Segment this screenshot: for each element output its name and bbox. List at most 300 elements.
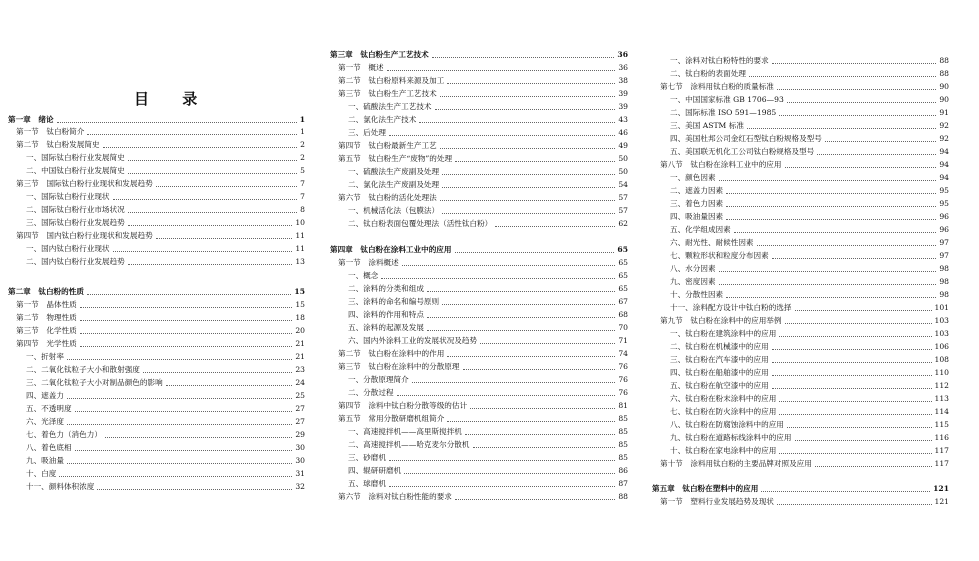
toc-page-number: 91 <box>939 108 949 117</box>
dot-leader <box>470 408 615 409</box>
toc-entry-title: 第十节 涂料用钛白粉的主要品牌对照及应用 <box>660 459 812 468</box>
toc-page-number: 85 <box>618 440 628 449</box>
toc-entry-title: 一、涂料对钛白粉特性的要求 <box>670 56 769 65</box>
toc-page-number: 24 <box>295 378 305 387</box>
toc-entry-title: 一、国际钛白粉行业发展简史 <box>26 153 125 162</box>
toc-entry-title: 十一、颜料体积浓度 <box>26 482 95 491</box>
toc-page-number: 7 <box>300 179 305 188</box>
dot-leader <box>779 115 936 116</box>
dot-leader <box>480 343 615 344</box>
toc-entry <box>670 341 949 353</box>
toc-entry-title: 十、分散性因素 <box>670 290 724 299</box>
toc-entry <box>660 458 949 470</box>
dot-leader <box>761 491 930 492</box>
dot-leader <box>404 473 615 474</box>
toc-page-number: 95 <box>939 186 949 195</box>
toc-entry <box>670 406 949 418</box>
toc-page-number: 31 <box>295 469 305 478</box>
toc-entry <box>338 88 628 100</box>
toc-page-number: 65 <box>618 271 628 280</box>
toc-entry-title: 七、着色力（消色力） <box>26 430 102 439</box>
toc-entry-title: 第二节 钛白粉发展简史 <box>16 140 100 149</box>
toc-entry <box>670 289 949 301</box>
toc-page-number: 96 <box>939 212 949 221</box>
toc-entry <box>338 192 628 204</box>
toc-entry-title: 三、后处理 <box>348 128 386 137</box>
toc-page-number: 106 <box>934 342 949 351</box>
toc-entry <box>348 465 628 477</box>
toc-page-number: 49 <box>618 141 628 150</box>
dot-leader <box>787 427 932 428</box>
toc-entry <box>660 496 949 508</box>
dot-leader <box>447 356 615 357</box>
toc-page-number: 92 <box>939 121 949 130</box>
toc-entry <box>338 361 628 373</box>
toc-page-number: 25 <box>295 391 305 400</box>
toc-page-number: 108 <box>934 355 949 364</box>
toc-page-number: 21 <box>295 339 305 348</box>
toc-page-number: 110 <box>934 368 949 377</box>
toc-entry-title: 四、美国杜邦公司金红石型钛白粉规格及型号 <box>670 134 822 143</box>
toc-page-number: 11 <box>295 244 305 253</box>
toc-entry-title: 七、颗粒形状和粒度分布因素 <box>670 251 769 260</box>
dot-leader <box>87 294 291 295</box>
toc-entry <box>670 146 949 158</box>
toc-page-number: 18 <box>295 313 305 322</box>
dot-leader <box>67 424 292 425</box>
dot-leader <box>156 186 297 187</box>
toc-entry-title: 第二节 钛白粉在涂料中的作用 <box>338 349 445 358</box>
toc-entry-title: 第六节 钛白粉的活化处理法 <box>338 193 437 202</box>
toc-entry-title: 第三节 国际钛白粉行业现状和发展趋势 <box>16 179 153 188</box>
toc-entry <box>670 68 949 80</box>
toc-page-number: 39 <box>618 89 628 98</box>
toc-page-number: 98 <box>939 277 949 286</box>
toc-entry-title: 六、国内外涂料工业的发展状况及趋势 <box>348 336 478 345</box>
dot-leader <box>67 398 292 399</box>
dot-leader <box>455 252 615 253</box>
toc-entry-title: 第一节 晶体性质 <box>16 300 77 309</box>
toc-entry-title: 第四节 光学性质 <box>16 339 77 348</box>
toc-entry <box>660 315 949 327</box>
dot-leader <box>772 258 937 259</box>
toc-page-number: 117 <box>934 446 949 455</box>
toc-entry-title: 第五节 常用分散研磨机组简介 <box>338 414 445 423</box>
toc-entry <box>348 218 628 230</box>
toc-entry <box>670 94 949 106</box>
toc-entry <box>26 416 305 428</box>
dot-leader <box>772 388 932 389</box>
dot-leader <box>772 349 932 350</box>
toc-page-number: 13 <box>295 257 305 266</box>
toc-entry <box>670 263 949 275</box>
dot-leader <box>389 135 615 136</box>
toc-page-number: 1 <box>300 127 305 136</box>
toc-entry <box>16 299 305 311</box>
toc-entry <box>26 468 305 480</box>
toc-entry-title: 一、中国国家标准 GB 1706—93 <box>670 95 784 104</box>
dot-leader <box>113 199 298 200</box>
toc-entry-title: 第六节 涂料对钛白粉性能的要求 <box>338 492 452 501</box>
toc-entry <box>348 127 628 139</box>
dot-leader <box>772 362 932 363</box>
toc-entry <box>670 250 949 262</box>
dot-leader <box>389 460 615 461</box>
toc-entry <box>16 139 305 151</box>
dot-leader <box>447 421 615 422</box>
toc-page-number: 90 <box>939 82 949 91</box>
dot-leader <box>817 154 936 155</box>
toc-page-number: 98 <box>939 264 949 273</box>
toc-entry-title: 七、钛白粉在防火涂料中的应用 <box>670 407 777 416</box>
toc-entry-title: 第四节 涂料中钛白粉分散等级的估计 <box>338 401 468 410</box>
toc-entry <box>338 348 628 360</box>
toc-entry <box>348 452 628 464</box>
toc-page-number: 74 <box>618 349 628 358</box>
toc-chapter-entry <box>330 49 628 61</box>
toc-entry <box>670 276 949 288</box>
toc-page-number: 88 <box>939 56 949 65</box>
toc-entry-title: 二、国际钛白粉行业市场状况 <box>26 205 125 214</box>
dot-leader <box>719 271 937 272</box>
toc-page-number: 62 <box>618 219 628 228</box>
dot-leader <box>815 466 932 467</box>
dot-leader <box>143 372 292 373</box>
toc-page-number: 29 <box>295 430 305 439</box>
dot-leader <box>779 401 931 402</box>
toc-entry-title: 四、遮盖力 <box>26 391 64 400</box>
dot-leader <box>777 89 936 90</box>
toc-page-number: 2 <box>300 140 305 149</box>
toc-entry-title: 九、钛白粉在道路标线涂料中的应用 <box>670 433 792 442</box>
toc-page-number: 15 <box>295 300 305 309</box>
toc-entry-title: 四、涂料的作用和特点 <box>348 310 424 319</box>
toc-entry-title: 八、水分因素 <box>670 264 716 273</box>
toc-entry <box>338 491 628 503</box>
toc-page-number: 114 <box>934 407 949 416</box>
dot-leader <box>402 265 616 266</box>
toc-chapter-entry <box>652 483 949 495</box>
toc-page-number: 76 <box>618 388 628 397</box>
toc-entry-title: 二、高速搅拌机——哈克麦尔分散机 <box>348 440 470 449</box>
toc-entry-title: 四、钛白粉在船舶漆中的应用 <box>670 368 769 377</box>
toc-page-number: 81 <box>618 401 628 410</box>
toc-entry <box>16 178 305 190</box>
toc-page-number: 7 <box>300 192 305 201</box>
toc-entry-title: 九、吸油量 <box>26 456 64 465</box>
dot-leader <box>719 180 937 181</box>
dot-leader <box>785 323 932 324</box>
toc-page-number: 39 <box>618 102 628 111</box>
toc-entry-title: 一、国内钛白粉行业现状 <box>26 244 110 253</box>
dot-leader <box>440 148 616 149</box>
toc-entry <box>26 217 305 229</box>
toc-entry <box>26 152 305 164</box>
dot-leader <box>747 128 936 129</box>
toc-page-number: 112 <box>934 381 949 390</box>
toc-page-number: 67 <box>618 297 628 306</box>
dot-leader <box>432 57 615 58</box>
dot-leader <box>442 213 615 214</box>
toc-page-number: 8 <box>300 205 305 214</box>
dot-leader <box>447 83 615 84</box>
toc-entry-title: 一、钛白粉在建筑涂料中的应用 <box>670 329 777 338</box>
toc-entry-title: 二、国际标准 ISO 591—1985 <box>670 108 777 117</box>
toc-page-number: 23 <box>295 365 305 374</box>
dot-leader <box>113 251 293 252</box>
toc-page-number: 85 <box>618 453 628 462</box>
toc-page-number: 98 <box>939 290 949 299</box>
toc-entry-title: 三、国际钛白粉行业发展趋势 <box>26 218 125 227</box>
toc-entry <box>670 133 949 145</box>
toc-page-number: 88 <box>939 69 949 78</box>
toc-entry <box>26 204 305 216</box>
toc-entry <box>348 296 628 308</box>
toc-page-number: 85 <box>618 427 628 436</box>
toc-chapter-entry <box>8 114 305 126</box>
toc-page-number: 32 <box>295 482 305 491</box>
toc-page-number: 43 <box>618 115 628 124</box>
dot-leader <box>427 317 615 318</box>
dot-leader <box>128 173 297 174</box>
dot-leader <box>785 167 937 168</box>
toc-entry <box>26 429 305 441</box>
toc-entry <box>348 101 628 113</box>
toc-entry-title: 第七节 涂料用钛白粉的质量标准 <box>660 82 774 91</box>
toc-entry-title: 十、钛白粉在家电涂料中的应用 <box>670 446 777 455</box>
toc-page-number: 97 <box>939 238 949 247</box>
toc-entry <box>26 377 305 389</box>
toc-entry-title: 一、硫酸法生产废副及处理 <box>348 167 440 176</box>
dot-leader <box>389 486 615 487</box>
dot-leader <box>381 278 615 279</box>
toc-entry <box>670 354 949 366</box>
toc-entry-title: 三、砂磨机 <box>348 453 386 462</box>
dot-leader <box>726 193 936 194</box>
dot-leader <box>749 76 936 77</box>
dot-leader <box>80 333 293 334</box>
toc-entry-title: 一、硫酸法生产工艺技术 <box>348 102 432 111</box>
toc-page-number: 95 <box>939 199 949 208</box>
toc-entry <box>670 211 949 223</box>
dot-leader <box>825 141 936 142</box>
toc-page-number: 113 <box>934 394 949 403</box>
dot-leader <box>427 291 615 292</box>
toc-entry <box>348 322 628 334</box>
toc-page-number: 121 <box>934 497 949 506</box>
toc-entry-title: 三、二氧化钛粒子大小对制品颜色的影响 <box>26 378 163 387</box>
toc-page-number: 21 <box>295 352 305 361</box>
dot-leader <box>87 134 297 135</box>
dot-leader <box>726 219 936 220</box>
toc-entry <box>670 445 949 457</box>
toc-entry-title: 八、钛白粉在防腐蚀涂料中的应用 <box>670 420 784 429</box>
dot-leader <box>80 307 293 308</box>
toc-entry-title: 二、二氧化钛粒子大小和散射强度 <box>26 365 140 374</box>
toc-entry-title: 八、着色底相 <box>26 443 72 452</box>
dot-leader <box>435 109 616 110</box>
toc-entry <box>670 198 949 210</box>
toc-page-number: 10 <box>295 218 305 227</box>
dot-leader <box>455 161 615 162</box>
dot-leader <box>440 96 616 97</box>
toc-entry-title: 一、折射率 <box>26 352 64 361</box>
toc-entry-title: 十一、涂料配方设计中钛白粉的选择 <box>670 303 792 312</box>
toc-entry <box>26 351 305 363</box>
toc-page-number: 94 <box>939 147 949 156</box>
dot-leader <box>495 226 615 227</box>
toc-page-number: 115 <box>934 420 949 429</box>
toc-entry-title: 第二节 钛白粉原料来源及加工 <box>338 76 445 85</box>
dot-leader <box>777 504 932 505</box>
dot-leader <box>726 297 936 298</box>
toc-entry <box>348 439 628 451</box>
toc-entry <box>670 367 949 379</box>
toc-page-number: 85 <box>618 414 628 423</box>
toc-page-number: 57 <box>618 206 628 215</box>
toc-entry <box>348 478 628 490</box>
toc-entry <box>26 390 305 402</box>
toc-page-number: 65 <box>618 284 628 293</box>
toc-entry <box>660 159 949 171</box>
toc-entry <box>338 257 628 269</box>
toc-page-number: 101 <box>934 303 949 312</box>
toc-entry-title: 一、高速搅拌机——高里斯搅拌机 <box>348 427 462 436</box>
toc-entry-title: 六、钛白粉在粉末涂料中的应用 <box>670 394 777 403</box>
toc-entry <box>16 325 305 337</box>
toc-entry-title: 第五章 钛白粉在塑料中的应用 <box>652 484 759 493</box>
toc-entry <box>26 481 305 493</box>
toc-entry-title: 六、光泽度 <box>26 417 64 426</box>
toc-entry <box>670 302 949 314</box>
toc-entry <box>348 387 628 399</box>
toc-page-number: 92 <box>939 134 949 143</box>
dot-leader <box>419 122 615 123</box>
dot-leader <box>75 450 293 451</box>
toc-entry-title: 四、辊研研磨机 <box>348 466 402 475</box>
toc-entry <box>670 432 949 444</box>
toc-entry <box>660 81 949 93</box>
dot-leader <box>80 320 293 321</box>
toc-entry-title: 一、机械活化法（包膜法） <box>348 206 440 215</box>
dot-leader <box>779 336 931 337</box>
toc-entry-title: 第五节 钛白粉生产“废物”的处理 <box>338 154 453 163</box>
toc-page-number: 46 <box>618 128 628 137</box>
toc-entry-title: 五、涂料的起源及发展 <box>348 323 424 332</box>
toc-entry <box>348 270 628 282</box>
toc-entry-title: 第一节 涂料概述 <box>338 258 399 267</box>
toc-entry <box>670 380 949 392</box>
toc-entry-title: 第二章 钛白粉的性质 <box>8 287 84 296</box>
toc-entry-title: 五、钛白粉在航空漆中的应用 <box>670 381 769 390</box>
toc-entry <box>338 62 628 74</box>
toc-page-number: 50 <box>618 154 628 163</box>
toc-entry <box>670 393 949 405</box>
toc-entry-title: 第二节 物理性质 <box>16 313 77 322</box>
dot-leader <box>397 395 616 396</box>
toc-page-number: 36 <box>617 50 628 59</box>
toc-entry-title: 二、氯化法生产废副及处理 <box>348 180 440 189</box>
toc-entry <box>16 338 305 350</box>
dot-leader <box>67 463 292 464</box>
dot-leader <box>719 284 937 285</box>
toc-page-number: 97 <box>939 251 949 260</box>
toc-entry-title: 第八节 钛白粉在涂料工业中的应用 <box>660 160 782 169</box>
toc-page-number: 2 <box>300 153 305 162</box>
dot-leader <box>75 411 293 412</box>
toc-page-number: 30 <box>295 443 305 452</box>
toc-page-number: 94 <box>939 160 949 169</box>
dot-leader <box>795 310 932 311</box>
dot-leader <box>128 264 293 265</box>
toc-page-number: 15 <box>294 287 305 296</box>
toc-page-number: 20 <box>295 326 305 335</box>
toc-page-number: 65 <box>617 245 628 254</box>
toc-chapter-entry <box>8 286 305 298</box>
toc-entry-title: 第三节 钛白粉在涂料中的分散原理 <box>338 362 460 371</box>
toc-entry <box>348 179 628 191</box>
toc-page-number: 1 <box>299 115 305 124</box>
toc-entry <box>16 230 305 242</box>
toc-entry <box>670 107 949 119</box>
toc-entry <box>348 166 628 178</box>
toc-title: 目 录 <box>134 90 212 108</box>
toc-entry <box>348 283 628 295</box>
toc-entry-title: 二、钛白粉的表面处理 <box>670 69 746 78</box>
toc-entry-title: 第一节 钛白粉简介 <box>16 127 85 136</box>
toc-entry <box>348 205 628 217</box>
toc-entry <box>26 455 305 467</box>
toc-entry <box>670 185 949 197</box>
toc-entry-title: 第九节 钛白粉在涂料中的应用举例 <box>660 316 782 325</box>
toc-entry-title: 九、密度因素 <box>670 277 716 286</box>
toc-entry <box>348 426 628 438</box>
toc-entry-title: 一、颜色因素 <box>670 173 716 182</box>
toc-entry-title: 第三章 钛白粉生产工艺技术 <box>330 50 429 59</box>
toc-entry <box>338 75 628 87</box>
toc-page-number: 86 <box>618 466 628 475</box>
toc-entry-title: 三、钛白粉在汽车漆中的应用 <box>670 355 769 364</box>
toc-page-number: 117 <box>934 459 949 468</box>
dot-leader <box>442 174 615 175</box>
dot-leader <box>442 304 615 305</box>
toc-page-number: 68 <box>618 310 628 319</box>
toc-entry <box>348 114 628 126</box>
toc-entry <box>26 403 305 415</box>
toc-entry-title: 一、国际钛白粉行业现状 <box>26 192 110 201</box>
toc-entry <box>26 256 305 268</box>
dot-leader <box>726 206 936 207</box>
toc-entry-title: 二、钛白粉在机械漆中的应用 <box>670 342 769 351</box>
toc-page-number: 71 <box>618 336 628 345</box>
toc-page-number: 11 <box>295 231 305 240</box>
dot-leader <box>103 147 298 148</box>
toc-entry-title: 五、化学组成因素 <box>670 225 731 234</box>
toc-entry <box>16 126 305 138</box>
dot-leader <box>779 453 931 454</box>
dot-leader <box>779 414 931 415</box>
toc-page-number: 30 <box>295 456 305 465</box>
dot-leader <box>80 346 293 347</box>
toc-entry-title: 二、遮盖力因素 <box>670 186 724 195</box>
toc-entry <box>348 335 628 347</box>
dot-leader <box>57 122 297 123</box>
toc-entry-title: 第四节 钛白粉最新生产工艺 <box>338 141 437 150</box>
toc-entry <box>338 400 628 412</box>
toc-entry <box>26 364 305 376</box>
toc-entry-title: 二、中国钛白粉行业发展简史 <box>26 166 125 175</box>
dot-leader <box>427 330 615 331</box>
